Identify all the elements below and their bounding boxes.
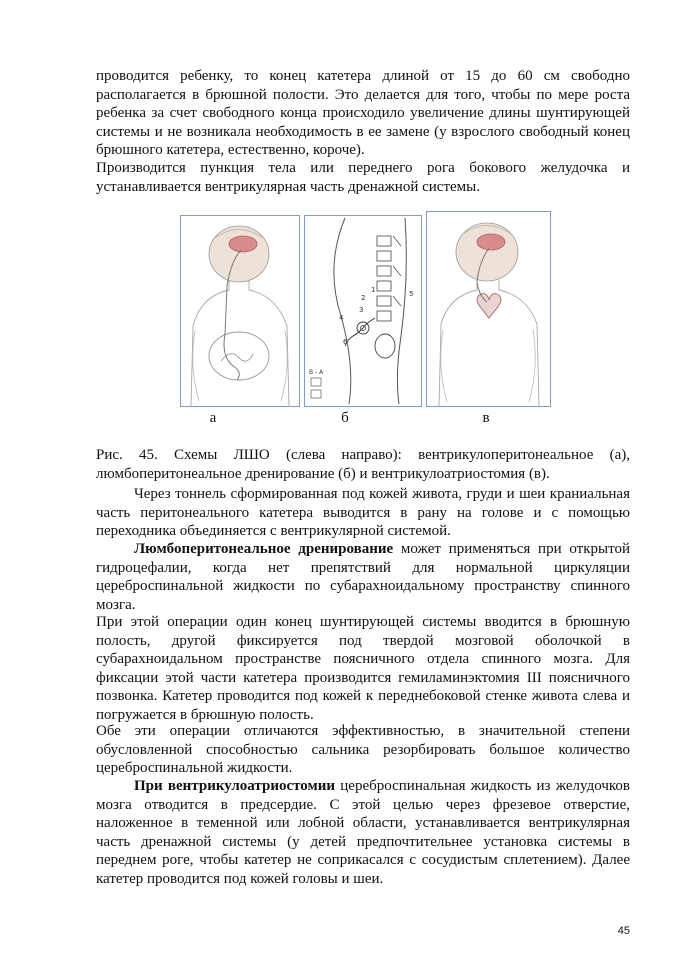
brain-ventricle-shape <box>229 236 257 252</box>
figure-a-ventriculoperitoneal <box>180 215 300 407</box>
paragraph-7-heading: При вентрикулоатриостомии <box>134 778 336 794</box>
figure-b-lumboperitoneal <box>304 215 422 407</box>
diagram-number-3: 3 <box>359 306 364 314</box>
diagram-number-4: 4 <box>339 314 344 322</box>
brain-ventricle-shape <box>477 234 505 250</box>
paragraph-4-heading: Люмбоперитонеальное дренирование <box>134 541 394 557</box>
section-label: В - А <box>309 369 324 376</box>
paragraph-5: При этой операции один конец шунтирующей системы вводится в брюшную полость, другой фиксируется под твердой мозговой оболочкой в субарахноидальном пространстве поясничного отдела спинного мозга. Для фиксации этой части катетера производится гемиламинэктомия III поясничного позвонка. Катетер проводится под кожей к переднебоковой стенке живота слева и погружается в брюшную полость. <box>96 614 630 723</box>
heart-shape <box>477 294 501 318</box>
paragraph-7-text: цереброспинальная жидкость из желудочков мозга отводится в предсердие. С этой целью через фрезевое отверстие, наложенное в теменной или лобной области, устанавливается вентрикулярная часть дренажной системы (у детей предпочтительнее установка системы в переднем роге, чтобы катетер не соприкасался с сосудистым сплетением). Далее катетер проводится под кожей головы и шеи. <box>96 778 630 887</box>
paragraph-2: Производится пункция тела или переднего рога бокового желудочка и устанавливается вентрикулярная часть дренажной системы. <box>96 160 630 195</box>
paragraph-4-text: может применяться при открытой гидроцефалии, когда нет препятствий для нормальной циркуляции цереброспинальной жидкости по субарахноидальному пространству спинного мозга. <box>96 541 630 613</box>
figure-caption: Рис. 45. Схемы ЛШО (слева направо): вентрикулоперитонеальное (а), люмбоперитонеальное дренирование (б) и вентрикулоатриостомия (в). <box>96 447 630 482</box>
paragraph-3: Через тоннель сформированная под кожей живота, груди и шеи краниальная часть перитонеального катетера выводится в рану на голове и с помощью переходника объединяется с вентрикулярной системой. <box>96 486 630 540</box>
paragraph-4 <box>96 540 630 614</box>
figure-label-c: в <box>482 410 490 426</box>
paragraph-7 <box>96 777 630 889</box>
diagram-number-2: 2 <box>361 294 366 302</box>
diagram-number-6: 6 <box>343 338 348 346</box>
figure-label-b: б <box>341 410 349 426</box>
paragraph-6: Обе эти операции отличаются эффективностью, в значительной степени обусловленной способностью сальника резорбировать большое количество цереброспинальной жидкости. <box>96 723 630 777</box>
figure-c-ventriculoatriostomy <box>426 211 551 407</box>
diagram-number-5: 5 <box>409 290 414 298</box>
paragraph-1: проводится ребенку, то конец катетера длиной от 15 до 60 см свободно располагается в брюшной полости. Это делается для того, чтобы по мере роста ребенка за счет свободного конца происходило увеличение длины шунтирующей системы и не возникала необходимость в ее замене (у взрослого свободный конец брюшного катетера, естественно, короче). <box>96 68 630 159</box>
diagram-number-1: 1 <box>371 286 376 294</box>
page-number: 45 <box>617 925 630 937</box>
figure-label-a: а <box>209 410 217 426</box>
